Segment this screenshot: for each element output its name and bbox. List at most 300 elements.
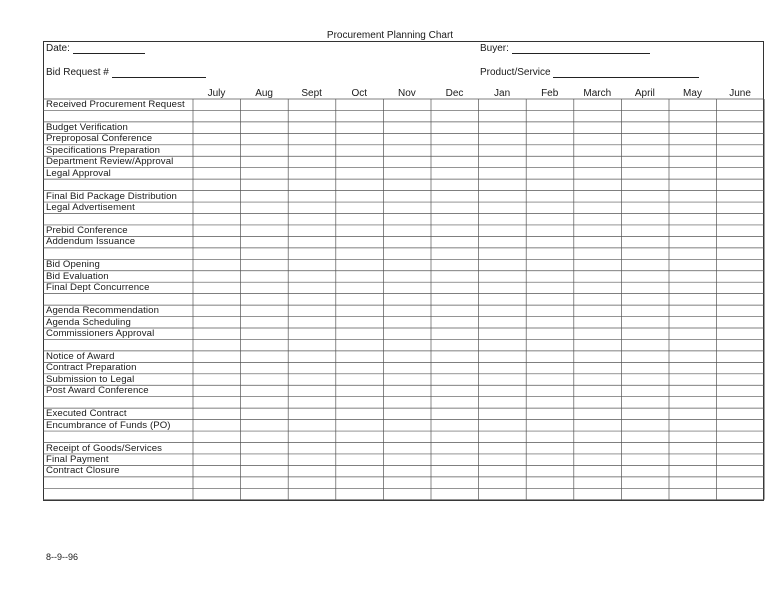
schedule-cell[interactable] bbox=[574, 180, 621, 190]
schedule-cell[interactable] bbox=[670, 168, 717, 178]
schedule-cell[interactable] bbox=[336, 283, 383, 293]
schedule-cell[interactable] bbox=[527, 374, 574, 384]
schedule-cell[interactable] bbox=[670, 386, 717, 396]
schedule-cell[interactable] bbox=[717, 157, 764, 167]
schedule-cell[interactable] bbox=[289, 271, 336, 281]
schedule-cell[interactable] bbox=[241, 409, 288, 419]
schedule-cell[interactable] bbox=[574, 283, 621, 293]
schedule-cell[interactable] bbox=[194, 363, 241, 373]
schedule-cell[interactable] bbox=[384, 180, 431, 190]
schedule-cell[interactable] bbox=[289, 283, 336, 293]
schedule-cell[interactable] bbox=[479, 168, 526, 178]
schedule-cell[interactable] bbox=[289, 432, 336, 442]
schedule-cell[interactable] bbox=[622, 157, 669, 167]
schedule-cell[interactable] bbox=[289, 363, 336, 373]
schedule-cell[interactable] bbox=[574, 317, 621, 327]
schedule-cell[interactable] bbox=[717, 122, 764, 132]
schedule-cell[interactable] bbox=[336, 248, 383, 258]
schedule-cell[interactable] bbox=[432, 260, 479, 270]
schedule-cell[interactable] bbox=[289, 145, 336, 155]
schedule-cell[interactable] bbox=[574, 374, 621, 384]
schedule-cell[interactable] bbox=[479, 271, 526, 281]
schedule-cell[interactable] bbox=[241, 386, 288, 396]
schedule-cell[interactable] bbox=[717, 260, 764, 270]
schedule-cell[interactable] bbox=[717, 432, 764, 442]
schedule-cell[interactable] bbox=[432, 477, 479, 487]
schedule-cell[interactable] bbox=[527, 122, 574, 132]
schedule-cell[interactable] bbox=[717, 214, 764, 224]
schedule-cell[interactable] bbox=[622, 248, 669, 258]
schedule-cell[interactable] bbox=[717, 374, 764, 384]
schedule-cell[interactable] bbox=[241, 134, 288, 144]
schedule-cell[interactable] bbox=[432, 248, 479, 258]
schedule-cell[interactable] bbox=[289, 306, 336, 316]
schedule-cell[interactable] bbox=[622, 489, 669, 499]
schedule-cell[interactable] bbox=[432, 191, 479, 201]
schedule-cell[interactable] bbox=[194, 306, 241, 316]
schedule-cell[interactable] bbox=[289, 260, 336, 270]
schedule-cell[interactable] bbox=[574, 260, 621, 270]
schedule-cell[interactable] bbox=[384, 191, 431, 201]
schedule-cell[interactable] bbox=[717, 454, 764, 464]
schedule-cell[interactable] bbox=[241, 363, 288, 373]
schedule-cell[interactable] bbox=[527, 283, 574, 293]
schedule-cell[interactable] bbox=[670, 466, 717, 476]
schedule-cell[interactable] bbox=[384, 329, 431, 339]
schedule-cell[interactable] bbox=[622, 432, 669, 442]
schedule-cell[interactable] bbox=[194, 203, 241, 213]
schedule-cell[interactable] bbox=[479, 489, 526, 499]
schedule-cell[interactable] bbox=[336, 134, 383, 144]
schedule-cell[interactable] bbox=[622, 294, 669, 304]
schedule-cell[interactable] bbox=[670, 248, 717, 258]
schedule-cell[interactable] bbox=[241, 443, 288, 453]
schedule-cell[interactable] bbox=[384, 306, 431, 316]
schedule-cell[interactable] bbox=[432, 454, 479, 464]
schedule-cell[interactable] bbox=[479, 203, 526, 213]
schedule-cell[interactable] bbox=[574, 466, 621, 476]
schedule-cell[interactable] bbox=[527, 145, 574, 155]
schedule-cell[interactable] bbox=[479, 248, 526, 258]
schedule-cell[interactable] bbox=[289, 294, 336, 304]
schedule-cell[interactable] bbox=[717, 397, 764, 407]
schedule-cell[interactable] bbox=[574, 363, 621, 373]
schedule-cell[interactable] bbox=[717, 340, 764, 350]
schedule-cell[interactable] bbox=[574, 203, 621, 213]
schedule-cell[interactable] bbox=[432, 386, 479, 396]
schedule-cell[interactable] bbox=[194, 477, 241, 487]
schedule-cell[interactable] bbox=[241, 306, 288, 316]
schedule-cell[interactable] bbox=[289, 397, 336, 407]
schedule-cell[interactable] bbox=[670, 363, 717, 373]
schedule-cell[interactable] bbox=[289, 237, 336, 247]
schedule-cell[interactable] bbox=[289, 214, 336, 224]
schedule-cell[interactable] bbox=[336, 432, 383, 442]
schedule-cell[interactable] bbox=[717, 203, 764, 213]
schedule-cell[interactable] bbox=[432, 134, 479, 144]
schedule-cell[interactable] bbox=[574, 191, 621, 201]
schedule-cell[interactable] bbox=[384, 248, 431, 258]
schedule-cell[interactable] bbox=[717, 306, 764, 316]
schedule-cell[interactable] bbox=[336, 225, 383, 235]
schedule-cell[interactable] bbox=[241, 374, 288, 384]
schedule-cell[interactable] bbox=[527, 317, 574, 327]
schedule-cell[interactable] bbox=[574, 397, 621, 407]
schedule-cell[interactable] bbox=[622, 237, 669, 247]
schedule-cell[interactable] bbox=[194, 317, 241, 327]
schedule-cell[interactable] bbox=[479, 443, 526, 453]
schedule-cell[interactable] bbox=[241, 111, 288, 121]
schedule-cell[interactable] bbox=[336, 294, 383, 304]
schedule-cell[interactable] bbox=[574, 454, 621, 464]
schedule-cell[interactable] bbox=[194, 260, 241, 270]
schedule-cell[interactable] bbox=[241, 203, 288, 213]
schedule-cell[interactable] bbox=[289, 157, 336, 167]
schedule-cell[interactable] bbox=[670, 489, 717, 499]
schedule-cell[interactable] bbox=[479, 145, 526, 155]
schedule-cell[interactable] bbox=[717, 180, 764, 190]
schedule-cell[interactable] bbox=[527, 191, 574, 201]
schedule-cell[interactable] bbox=[336, 168, 383, 178]
schedule-cell[interactable] bbox=[622, 283, 669, 293]
schedule-cell[interactable] bbox=[384, 386, 431, 396]
schedule-cell[interactable] bbox=[289, 122, 336, 132]
schedule-cell[interactable] bbox=[717, 145, 764, 155]
schedule-cell[interactable] bbox=[622, 466, 669, 476]
schedule-cell[interactable] bbox=[622, 203, 669, 213]
schedule-cell[interactable] bbox=[432, 363, 479, 373]
schedule-cell[interactable] bbox=[336, 329, 383, 339]
schedule-cell[interactable] bbox=[289, 225, 336, 235]
schedule-cell[interactable] bbox=[527, 203, 574, 213]
schedule-cell[interactable] bbox=[717, 111, 764, 121]
schedule-cell[interactable] bbox=[336, 420, 383, 430]
schedule-cell[interactable] bbox=[479, 260, 526, 270]
schedule-cell[interactable] bbox=[670, 294, 717, 304]
schedule-cell[interactable] bbox=[670, 260, 717, 270]
schedule-cell[interactable] bbox=[527, 237, 574, 247]
schedule-cell[interactable] bbox=[670, 329, 717, 339]
schedule-cell[interactable] bbox=[289, 420, 336, 430]
schedule-cell[interactable] bbox=[289, 134, 336, 144]
schedule-cell[interactable] bbox=[384, 168, 431, 178]
schedule-cell[interactable] bbox=[574, 420, 621, 430]
schedule-cell[interactable] bbox=[622, 397, 669, 407]
schedule-cell[interactable] bbox=[479, 454, 526, 464]
schedule-cell[interactable] bbox=[479, 420, 526, 430]
schedule-cell[interactable] bbox=[527, 111, 574, 121]
schedule-cell[interactable] bbox=[527, 386, 574, 396]
schedule-cell[interactable] bbox=[194, 409, 241, 419]
schedule-cell[interactable] bbox=[241, 317, 288, 327]
schedule-cell[interactable] bbox=[289, 111, 336, 121]
schedule-cell[interactable] bbox=[384, 363, 431, 373]
schedule-cell[interactable] bbox=[241, 294, 288, 304]
schedule-cell[interactable] bbox=[479, 306, 526, 316]
schedule-cell[interactable] bbox=[479, 111, 526, 121]
schedule-cell[interactable] bbox=[479, 100, 526, 110]
schedule-cell[interactable] bbox=[574, 271, 621, 281]
schedule-cell[interactable] bbox=[717, 409, 764, 419]
schedule-cell[interactable] bbox=[194, 248, 241, 258]
schedule-cell[interactable] bbox=[670, 340, 717, 350]
schedule-cell[interactable] bbox=[574, 168, 621, 178]
schedule-cell[interactable] bbox=[289, 477, 336, 487]
schedule-cell[interactable] bbox=[241, 145, 288, 155]
schedule-cell[interactable] bbox=[336, 237, 383, 247]
schedule-cell[interactable] bbox=[336, 386, 383, 396]
schedule-cell[interactable] bbox=[432, 283, 479, 293]
schedule-cell[interactable] bbox=[717, 466, 764, 476]
schedule-cell[interactable] bbox=[384, 283, 431, 293]
schedule-cell[interactable] bbox=[622, 145, 669, 155]
schedule-cell[interactable] bbox=[194, 100, 241, 110]
schedule-cell[interactable] bbox=[241, 271, 288, 281]
schedule-cell[interactable] bbox=[622, 454, 669, 464]
schedule-cell[interactable] bbox=[527, 477, 574, 487]
schedule-cell[interactable] bbox=[622, 225, 669, 235]
schedule-cell[interactable] bbox=[194, 340, 241, 350]
schedule-cell[interactable] bbox=[384, 409, 431, 419]
schedule-cell[interactable] bbox=[432, 340, 479, 350]
schedule-cell[interactable] bbox=[670, 180, 717, 190]
schedule-cell[interactable] bbox=[194, 134, 241, 144]
schedule-cell[interactable] bbox=[289, 409, 336, 419]
schedule-cell[interactable] bbox=[479, 477, 526, 487]
schedule-cell[interactable] bbox=[194, 271, 241, 281]
schedule-cell[interactable] bbox=[622, 168, 669, 178]
schedule-cell[interactable] bbox=[384, 237, 431, 247]
schedule-cell[interactable] bbox=[479, 237, 526, 247]
schedule-cell[interactable] bbox=[717, 100, 764, 110]
schedule-cell[interactable] bbox=[241, 157, 288, 167]
schedule-cell[interactable] bbox=[527, 294, 574, 304]
schedule-cell[interactable] bbox=[622, 260, 669, 270]
schedule-cell[interactable] bbox=[241, 260, 288, 270]
schedule-cell[interactable] bbox=[336, 111, 383, 121]
schedule-cell[interactable] bbox=[527, 466, 574, 476]
schedule-cell[interactable] bbox=[289, 180, 336, 190]
schedule-cell[interactable] bbox=[717, 271, 764, 281]
schedule-cell[interactable] bbox=[289, 191, 336, 201]
schedule-cell[interactable] bbox=[670, 397, 717, 407]
schedule-cell[interactable] bbox=[336, 397, 383, 407]
schedule-cell[interactable] bbox=[479, 317, 526, 327]
schedule-cell[interactable] bbox=[241, 283, 288, 293]
schedule-cell[interactable] bbox=[384, 489, 431, 499]
schedule-cell[interactable] bbox=[717, 386, 764, 396]
schedule-cell[interactable] bbox=[432, 374, 479, 384]
schedule-cell[interactable] bbox=[336, 191, 383, 201]
schedule-cell[interactable] bbox=[384, 374, 431, 384]
schedule-cell[interactable] bbox=[194, 122, 241, 132]
schedule-cell[interactable] bbox=[336, 145, 383, 155]
schedule-cell[interactable] bbox=[670, 317, 717, 327]
schedule-cell[interactable] bbox=[622, 351, 669, 361]
schedule-cell[interactable] bbox=[527, 134, 574, 144]
schedule-cell[interactable] bbox=[479, 134, 526, 144]
schedule-cell[interactable] bbox=[527, 157, 574, 167]
schedule-cell[interactable] bbox=[384, 260, 431, 270]
schedule-cell[interactable] bbox=[384, 271, 431, 281]
schedule-cell[interactable] bbox=[527, 180, 574, 190]
schedule-cell[interactable] bbox=[432, 225, 479, 235]
schedule-cell[interactable] bbox=[622, 122, 669, 132]
schedule-cell[interactable] bbox=[574, 432, 621, 442]
schedule-cell[interactable] bbox=[717, 283, 764, 293]
schedule-cell[interactable] bbox=[479, 157, 526, 167]
schedule-cell[interactable] bbox=[336, 374, 383, 384]
schedule-cell[interactable] bbox=[670, 443, 717, 453]
schedule-cell[interactable] bbox=[432, 180, 479, 190]
schedule-cell[interactable] bbox=[527, 409, 574, 419]
schedule-cell[interactable] bbox=[670, 203, 717, 213]
schedule-cell[interactable] bbox=[241, 225, 288, 235]
schedule-cell[interactable] bbox=[670, 271, 717, 281]
schedule-cell[interactable] bbox=[670, 100, 717, 110]
schedule-cell[interactable] bbox=[384, 122, 431, 132]
schedule-cell[interactable] bbox=[194, 374, 241, 384]
schedule-cell[interactable] bbox=[670, 409, 717, 419]
schedule-cell[interactable] bbox=[622, 317, 669, 327]
schedule-cell[interactable] bbox=[527, 397, 574, 407]
schedule-cell[interactable] bbox=[194, 294, 241, 304]
schedule-cell[interactable] bbox=[479, 214, 526, 224]
schedule-cell[interactable] bbox=[622, 100, 669, 110]
schedule-cell[interactable] bbox=[384, 317, 431, 327]
schedule-cell[interactable] bbox=[384, 100, 431, 110]
schedule-cell[interactable] bbox=[384, 351, 431, 361]
schedule-cell[interactable] bbox=[717, 329, 764, 339]
schedule-cell[interactable] bbox=[574, 134, 621, 144]
schedule-cell[interactable] bbox=[670, 134, 717, 144]
schedule-cell[interactable] bbox=[670, 306, 717, 316]
schedule-cell[interactable] bbox=[479, 397, 526, 407]
schedule-cell[interactable] bbox=[670, 420, 717, 430]
schedule-cell[interactable] bbox=[622, 340, 669, 350]
schedule-cell[interactable] bbox=[717, 489, 764, 499]
schedule-cell[interactable] bbox=[432, 122, 479, 132]
schedule-cell[interactable] bbox=[384, 477, 431, 487]
schedule-cell[interactable] bbox=[194, 225, 241, 235]
schedule-cell[interactable] bbox=[479, 386, 526, 396]
schedule-cell[interactable] bbox=[289, 317, 336, 327]
schedule-cell[interactable] bbox=[336, 122, 383, 132]
schedule-cell[interactable] bbox=[336, 443, 383, 453]
schedule-cell[interactable] bbox=[479, 374, 526, 384]
schedule-cell[interactable] bbox=[432, 397, 479, 407]
schedule-cell[interactable] bbox=[574, 214, 621, 224]
schedule-cell[interactable] bbox=[574, 443, 621, 453]
schedule-cell[interactable] bbox=[336, 340, 383, 350]
schedule-cell[interactable] bbox=[336, 260, 383, 270]
schedule-cell[interactable] bbox=[336, 454, 383, 464]
schedule-cell[interactable] bbox=[384, 397, 431, 407]
schedule-cell[interactable] bbox=[289, 168, 336, 178]
schedule-cell[interactable] bbox=[432, 294, 479, 304]
schedule-cell[interactable] bbox=[479, 191, 526, 201]
schedule-cell[interactable] bbox=[241, 351, 288, 361]
schedule-cell[interactable] bbox=[194, 237, 241, 247]
schedule-cell[interactable] bbox=[384, 454, 431, 464]
schedule-cell[interactable] bbox=[717, 225, 764, 235]
schedule-cell[interactable] bbox=[241, 420, 288, 430]
schedule-cell[interactable] bbox=[194, 111, 241, 121]
schedule-cell[interactable] bbox=[384, 111, 431, 121]
schedule-cell[interactable] bbox=[241, 168, 288, 178]
schedule-cell[interactable] bbox=[574, 340, 621, 350]
schedule-cell[interactable] bbox=[289, 386, 336, 396]
schedule-cell[interactable] bbox=[527, 260, 574, 270]
schedule-cell[interactable] bbox=[670, 374, 717, 384]
schedule-cell[interactable] bbox=[241, 122, 288, 132]
schedule-cell[interactable] bbox=[384, 203, 431, 213]
schedule-cell[interactable] bbox=[527, 168, 574, 178]
schedule-cell[interactable] bbox=[670, 191, 717, 201]
schedule-cell[interactable] bbox=[289, 374, 336, 384]
schedule-cell[interactable] bbox=[479, 329, 526, 339]
schedule-cell[interactable] bbox=[336, 306, 383, 316]
schedule-cell[interactable] bbox=[241, 466, 288, 476]
schedule-cell[interactable] bbox=[432, 214, 479, 224]
schedule-cell[interactable] bbox=[384, 466, 431, 476]
schedule-cell[interactable] bbox=[432, 145, 479, 155]
schedule-cell[interactable] bbox=[622, 329, 669, 339]
schedule-cell[interactable] bbox=[527, 363, 574, 373]
schedule-cell[interactable] bbox=[432, 306, 479, 316]
schedule-cell[interactable] bbox=[527, 214, 574, 224]
schedule-cell[interactable] bbox=[670, 454, 717, 464]
schedule-cell[interactable] bbox=[241, 248, 288, 258]
schedule-cell[interactable] bbox=[479, 466, 526, 476]
schedule-cell[interactable] bbox=[622, 214, 669, 224]
schedule-cell[interactable] bbox=[527, 454, 574, 464]
schedule-cell[interactable] bbox=[527, 329, 574, 339]
schedule-cell[interactable] bbox=[527, 306, 574, 316]
schedule-cell[interactable] bbox=[432, 203, 479, 213]
schedule-cell[interactable] bbox=[194, 214, 241, 224]
schedule-cell[interactable] bbox=[194, 180, 241, 190]
schedule-cell[interactable] bbox=[241, 454, 288, 464]
schedule-cell[interactable] bbox=[574, 237, 621, 247]
schedule-cell[interactable] bbox=[289, 443, 336, 453]
schedule-cell[interactable] bbox=[527, 248, 574, 258]
schedule-cell[interactable] bbox=[432, 100, 479, 110]
schedule-cell[interactable] bbox=[194, 420, 241, 430]
schedule-cell[interactable] bbox=[194, 191, 241, 201]
schedule-cell[interactable] bbox=[479, 180, 526, 190]
schedule-cell[interactable] bbox=[432, 237, 479, 247]
schedule-cell[interactable] bbox=[241, 214, 288, 224]
schedule-cell[interactable] bbox=[432, 157, 479, 167]
schedule-cell[interactable] bbox=[479, 283, 526, 293]
schedule-cell[interactable] bbox=[622, 386, 669, 396]
schedule-cell[interactable] bbox=[670, 214, 717, 224]
schedule-cell[interactable] bbox=[670, 351, 717, 361]
schedule-cell[interactable] bbox=[622, 420, 669, 430]
schedule-cell[interactable] bbox=[289, 454, 336, 464]
schedule-cell[interactable] bbox=[194, 145, 241, 155]
schedule-cell[interactable] bbox=[670, 225, 717, 235]
schedule-cell[interactable] bbox=[384, 294, 431, 304]
schedule-cell[interactable] bbox=[479, 225, 526, 235]
schedule-cell[interactable] bbox=[384, 145, 431, 155]
schedule-cell[interactable] bbox=[574, 122, 621, 132]
schedule-cell[interactable] bbox=[336, 157, 383, 167]
schedule-cell[interactable] bbox=[432, 271, 479, 281]
schedule-cell[interactable] bbox=[479, 340, 526, 350]
schedule-cell[interactable] bbox=[241, 340, 288, 350]
